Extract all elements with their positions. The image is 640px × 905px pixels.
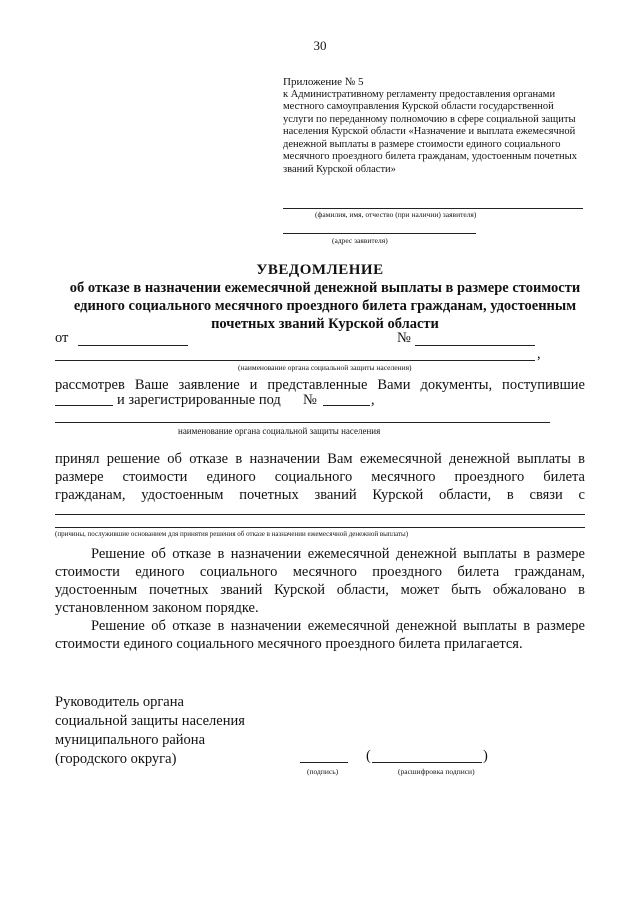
- reasons-caption: (причины, послужившие основанием для принятия решения об отказе в назначении ежемесячной денежной выплаты): [55, 530, 409, 538]
- from-label: от: [55, 330, 69, 346]
- attached-text: Решение об отказе в назначении ежемесячной денежной выплаты в размере стоимости единого социального месячного проездного билета прилагается.: [55, 618, 585, 652]
- decision-line-3: гражданам, удостоенным почетных званий Курской области, в связи с: [55, 487, 585, 503]
- org-caption-2: наименование органа социальной защиты населения: [178, 426, 381, 436]
- date-field-line[interactable]: [78, 345, 188, 346]
- body-line-2-text: и зарегистрированные под: [117, 392, 281, 408]
- notice-title: УВЕДОМЛЕНИЕ: [256, 262, 384, 278]
- signer-block: [55, 693, 245, 769]
- signer-line-4: (городского округа): [55, 751, 177, 767]
- page-number: 30: [313, 38, 327, 53]
- applicant-name-line[interactable]: [283, 208, 583, 209]
- signer-line-2: социальной защиты населения: [55, 713, 245, 729]
- appeal-text: Решение об отказе в назначении ежемесячной денежной выплаты в размере стоимости единого социального месячного проездного билета гражданам, удостоенным почетных званий Курской области, может быть обжаловано в установленном законом порядке.: [55, 546, 585, 616]
- org-caption-1: (наименование органа социальной защиты населения): [238, 363, 412, 372]
- org-name-line-2[interactable]: [55, 422, 550, 423]
- received-date-line[interactable]: [55, 405, 113, 406]
- appendix-text: к Административному регламенту предоставления органами местного самоуправления Курской области государственной услуги по переданному полномочию в сфере социальной защиты населения Курской области «Назначение и выплата ежемесячной денежной выплаты в размере стоимости единого социального месячного проездного билета гражданам, удостоенным почетных званий Курской области»: [283, 88, 577, 175]
- number-field-line[interactable]: [415, 345, 535, 346]
- decoding-close-paren: ): [483, 748, 488, 764]
- signature-caption: (подпись): [307, 767, 339, 776]
- signature-line[interactable]: [300, 762, 348, 763]
- appeal-paragraph: [55, 545, 585, 617]
- org-name-line-1[interactable]: [55, 360, 535, 361]
- signer-line-1: Руководитель органа: [55, 694, 184, 710]
- body-line-2-end: ,: [371, 392, 375, 408]
- decoding-open-paren: (: [366, 748, 371, 764]
- reasons-line-1[interactable]: [55, 514, 585, 515]
- number-label: №: [397, 330, 411, 346]
- decoding-caption: (расшифровка подписи): [398, 767, 475, 776]
- registration-number-line[interactable]: [323, 405, 370, 406]
- signer-line-3: муниципального района: [55, 732, 205, 748]
- applicant-name-caption: (фамилия, имя, отчество (при наличии) заявителя): [315, 210, 477, 219]
- notice-subtitle: об отказе в назначении ежемесячной денежной выплаты в размере стоимости единого социального месячного проездного билета гражданам, удостоенным почетных званий Курской области: [69, 280, 581, 332]
- org-comma: ,: [537, 346, 541, 362]
- decoding-line[interactable]: [372, 762, 482, 763]
- applicant-address-caption: (адрес заявителя): [332, 236, 388, 245]
- attached-paragraph: [55, 617, 585, 653]
- decision-line-2: размере стоимости единого социального месячного проездного билета: [55, 469, 585, 485]
- applicant-address-line[interactable]: [283, 233, 476, 234]
- body-line-1: рассмотрев Ваше заявление и представленные Вами документы, поступившие: [55, 377, 585, 393]
- appendix-block: [283, 76, 583, 176]
- appendix-title: Приложение № 5: [283, 76, 364, 88]
- decision-line-1: принял решение об отказе в назначении Вам ежемесячной денежной выплаты в: [55, 451, 585, 467]
- body-line-2-num: №: [303, 392, 317, 408]
- reasons-line-2[interactable]: [55, 527, 585, 528]
